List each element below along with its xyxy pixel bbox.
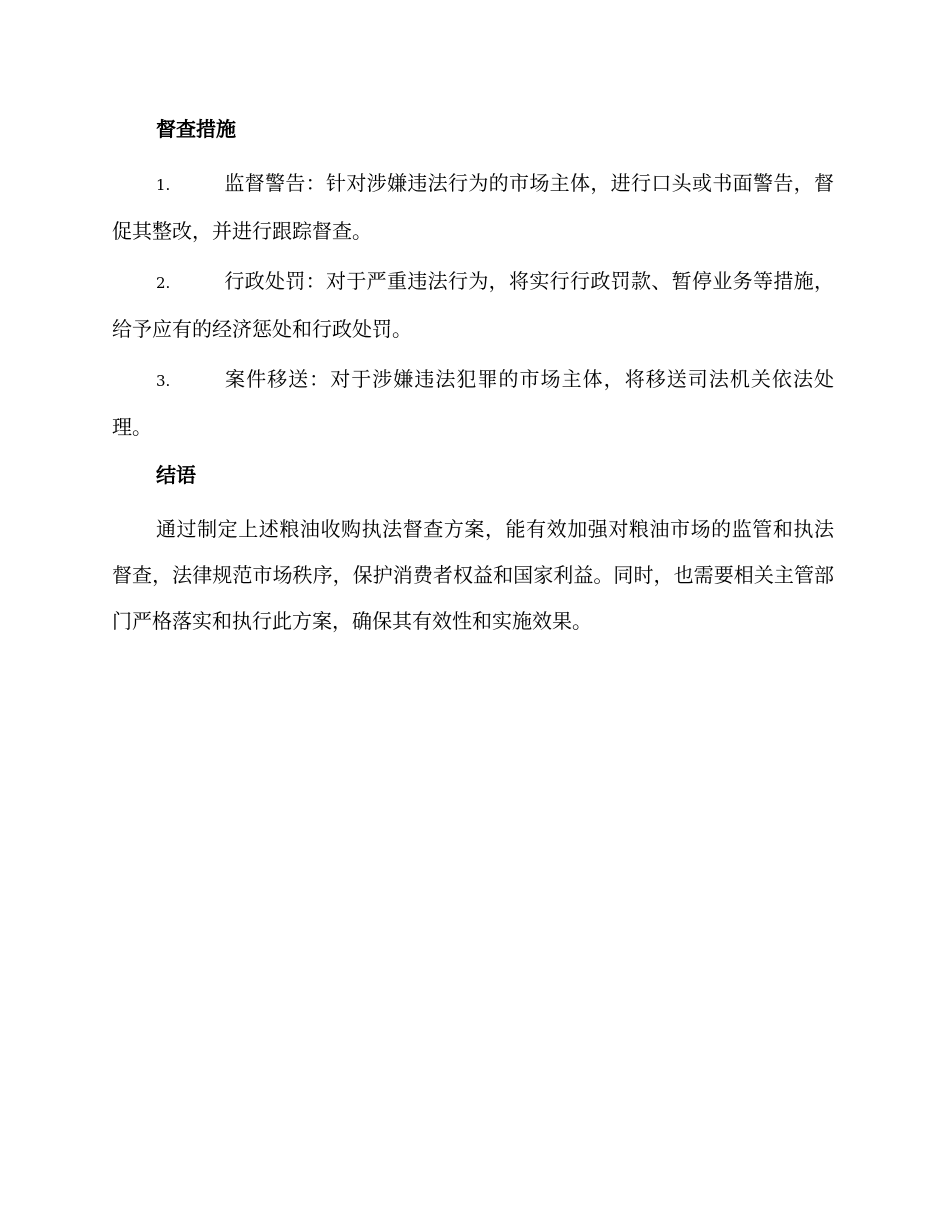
list-item-text: 监督警告：针对涉嫌违法行为的市场主体，进行口头或书面警告，督促其整改，并进行跟踪督查。 — [112, 171, 834, 243]
list-item-number: 1. — [156, 176, 171, 194]
list-item-number: 3. — [156, 372, 171, 390]
list-item-text: 案件移送：对于涉嫌违法犯罪的市场主体，将移送司法机关依法处理。 — [112, 367, 834, 439]
list-item-number: 2. — [156, 274, 171, 292]
list-item — [112, 356, 834, 450]
list-item — [112, 160, 834, 254]
section-heading-measures: 督查措施 — [156, 117, 236, 141]
list-item-text: 行政处罚：对于严重违法行为，将实行行政罚款、暂停业务等措施，给予应有的经济惩处和行政处罚。 — [112, 269, 834, 341]
list-item — [112, 258, 834, 352]
document-page — [112, 110, 834, 644]
section-heading-conclusion: 结语 — [156, 463, 196, 487]
conclusion-paragraph: 通过制定上述粮油收购执法督查方案，能有效加强对粮油市场的监管和执法督查，法律规范市场秩序，保护消费者权益和国家利益。同时，也需要相关主管部门严格落实和执行此方案，确保其有效性和实施效果。 — [112, 517, 834, 633]
